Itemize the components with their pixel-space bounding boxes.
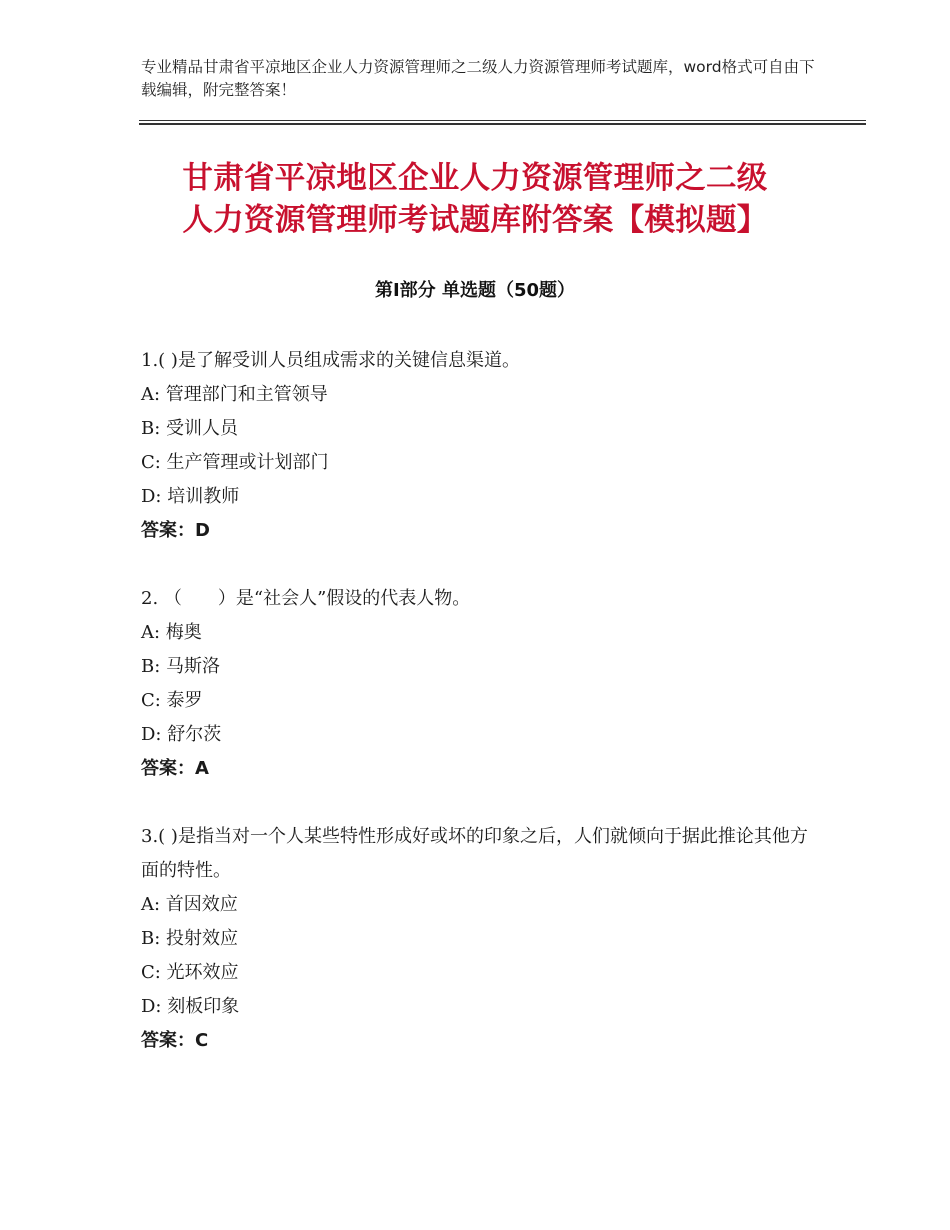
document-title: [100, 158, 850, 242]
option-d: D: 刻板印象: [141, 996, 240, 1017]
question-stem: 1.( )是了解受训人员组成需求的关键信息渠道。: [141, 350, 520, 371]
question-1: [141, 344, 821, 548]
answer-line: 答案：C: [141, 1030, 209, 1051]
option-b: B: 受训人员: [141, 418, 239, 439]
question-list: [141, 344, 821, 1092]
title-line-1: 甘肃省平凉地区企业人力资源管理师之二级: [182, 161, 768, 196]
option-a: A: 管理部门和主管领导: [141, 384, 328, 405]
option-b: B: 投射效应: [141, 928, 239, 949]
option-b: B: 马斯洛: [141, 656, 221, 677]
section-heading: 第Ⅰ部分 单选题（50题）: [374, 280, 575, 301]
option-d: D: 培训教师: [141, 486, 240, 507]
question-3: [141, 820, 821, 1058]
answer-line: 答案：A: [141, 758, 209, 779]
question-stem: 3.( )是指当对一个人某些特性形成好或坏的印象之后，人们就倾向于据此推论其他方面的特性。: [141, 826, 808, 881]
answer-line: 答案：D: [141, 520, 210, 541]
header-divider: [139, 120, 866, 125]
option-c: C: 光环效应: [141, 962, 239, 983]
option-c: C: 泰罗: [141, 690, 203, 711]
option-a: A: 梅奥: [141, 622, 202, 643]
option-d: D: 舒尔茨: [141, 724, 222, 745]
header-note: 专业精品甘肃省平凉地区企业人力资源管理师之二级人力资源管理师考试题库，word格式可自由下载编辑，附完整答案！: [141, 58, 815, 99]
option-a: A: 首因效应: [141, 894, 238, 915]
title-line-2: 人力资源管理师考试题库附答案【模拟题】: [182, 203, 768, 238]
question-stem: 2. （ ）是“社会人”假设的代表人物。: [141, 588, 471, 609]
option-c: C: 生产管理或计划部门: [141, 452, 329, 473]
question-2: [141, 582, 821, 786]
